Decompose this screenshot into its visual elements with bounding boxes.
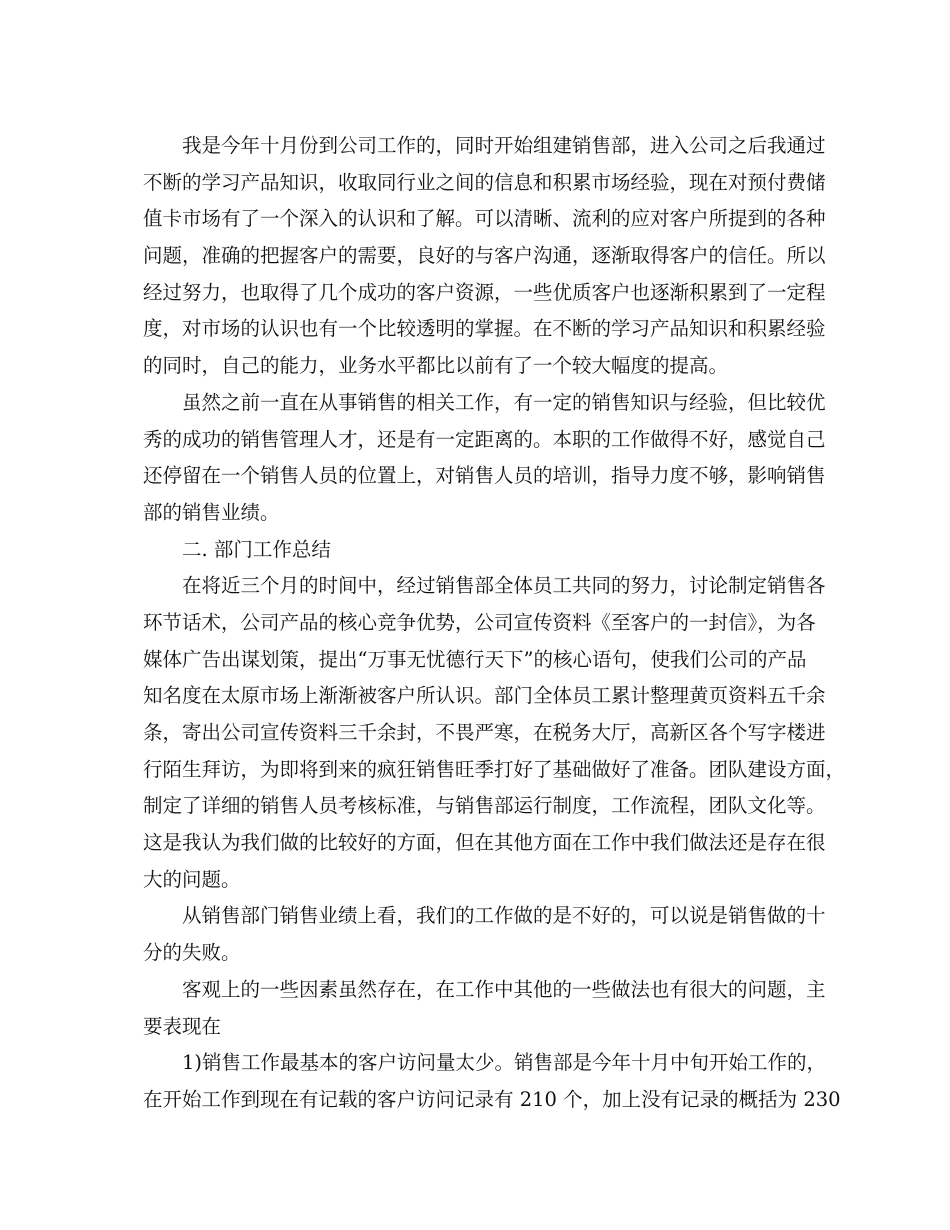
document-body (143, 128, 846, 1119)
paragraph-1-line-1: 我是今年十月份到公司工作的，同时开始组建销售部，进入公司之后我通过 (182, 134, 826, 157)
paragraph-1-line-4: 问题，准确的把握客户的需要，良好的与客户沟通，逐渐取得客户的信任。所以 (143, 244, 826, 268)
paragraph-3-line-9: 大的问题。 (143, 867, 241, 891)
paragraph-3-line-5: 条，寄出公司宣传资料三千余封，不畏严寒，在税务大厅，高新区各个写字楼进 (143, 721, 826, 744)
paragraph-3-line-1: 在将近三个月的时间中，经过销售部全体员工共同的努力，讨论制定销售各 (182, 574, 826, 598)
section-heading: 二. 部门工作总结 (182, 537, 331, 561)
list-item-1-line-2: 在开始工作到现在有记载的客户访问记录有 210 个，加上没有记录的概括为 230 (143, 1087, 841, 1111)
paragraph-3-line-4: 知名度在太原市场上渐渐被客户所认识。部门全体员工累计整理黄页资料五千余 (143, 684, 826, 708)
paragraph-2-line-2: 秀的成功的销售管理人才，还是有一定距离的。本职的工作做得不好，感觉自己 (143, 427, 826, 451)
paragraph-1-line-2: 不断的学习产品知识，收取同行业之间的信息和积累市场经验，现在对预付费储 (143, 170, 826, 194)
paragraph-4-line-1: 从销售部门销售业绩上看，我们的工作做的是不好的，可以说是销售做的十 (182, 904, 826, 928)
paragraph-1-line-7: 的同时，自己的能力，业务水平都比以前有了一个较大幅度的提高。 (143, 354, 729, 378)
paragraph-1-line-3: 值卡市场有了一个深入的认识和了解。可以清晰、流利的应对客户所提到的各种 (143, 207, 826, 231)
paragraph-2-line-4: 部的销售业绩。 (143, 500, 280, 524)
paragraph-3-line-6: 行陌生拜访，为即将到来的疯狂销售旺季打好了基础做好了准备。团队建设方面， (143, 757, 846, 781)
paragraph-1-line-5: 经过努力，也取得了几个成功的客户资源，一些优质客户也逐渐积累到了一定程 (143, 280, 826, 304)
list-item-1-line-1: 1)销售工作最基本的客户访问量太少。销售部是今年十月中旬开始工作的， (182, 1051, 827, 1075)
paragraph-3-line-3: 媒体广告出谋划策，提出“万事无忧德行天下”的核心语句，使我们公司的产品 (143, 647, 807, 671)
paragraph-3-line-2: 环节话术，公司产品的核心竞争优势，公司宣传资料《至客户的一封信》，为各 (143, 610, 816, 634)
paragraph-1-line-6: 度，对市场的认识也有一个比较透明的掌握。在不断的学习产品知识和积累经验 (143, 317, 826, 341)
paragraph-4-line-2: 分的失败。 (143, 941, 241, 965)
paragraph-5-line-2: 要表现在 (143, 1014, 222, 1038)
paragraph-2-line-1: 虽然之前一直在从事销售的相关工作，有一定的销售知识与经验，但比较优 (182, 390, 826, 414)
paragraph-3-line-7: 制定了详细的销售人员考核标准，与销售部运行制度，工作流程，团队文化等。 (143, 794, 826, 818)
paragraph-5-line-1: 客观上的一些因素虽然存在，在工作中其他的一些做法也有很大的问题，主 (182, 977, 826, 1001)
paragraph-2-line-3: 还停留在一个销售人员的位置上，对销售人员的培训，指导力度不够，影响销售 (143, 464, 826, 488)
paragraph-3-line-8: 这是我认为我们做的比较好的方面，但在其他方面在工作中我们做法还是存在很 (143, 831, 826, 855)
